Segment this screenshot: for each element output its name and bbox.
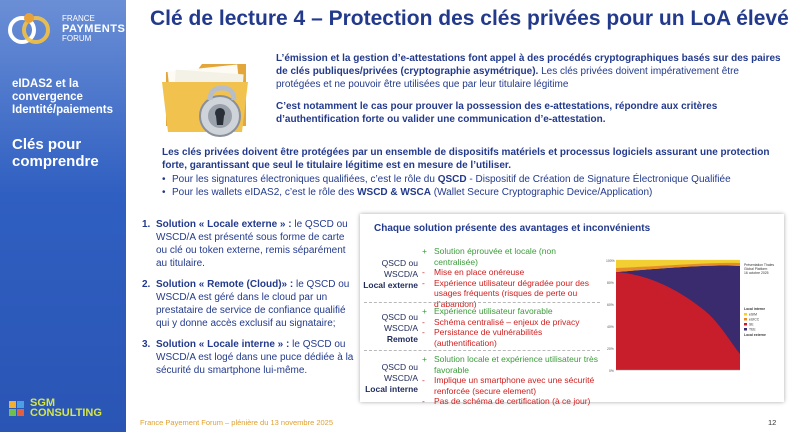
minus-sign: - [422, 316, 425, 327]
keys-bullet-wscd [162, 186, 782, 199]
pro-item [422, 306, 602, 317]
minus-sign: - [422, 396, 425, 406]
svg-text:80%: 80% [607, 281, 614, 285]
con-text: Mise en place onéreuse [434, 267, 525, 277]
panel-title: Chaque solution présente des avantages et inconvénients [374, 223, 651, 234]
intro-paragraph-2: C’est notamment le cas pour prouver la possession des e-attestations, répondre aux critères d’authentification forte ou valider une communication d’e-attestation. [276, 101, 718, 125]
row-divider [364, 302, 600, 303]
plus-sign: + [422, 354, 427, 364]
puzzle-icon [8, 398, 26, 418]
keys-bullet-list [162, 173, 782, 199]
svg-text:40%: 40% [607, 325, 614, 329]
solution-item-2 [142, 278, 358, 330]
svg-text:20%: 20% [607, 347, 614, 351]
footer-text: France Payement Forum – plénière du 13 novembre 2025 [140, 418, 334, 427]
pro-item [422, 354, 602, 375]
comparison-panel [360, 214, 784, 406]
logo-mark-icon [6, 6, 58, 52]
svg-text:Global Platform: Global Platform [744, 267, 768, 271]
solution-number: 2. [142, 279, 151, 290]
row-label-line: WSCD/A [384, 269, 418, 279]
svg-text:0%: 0% [609, 369, 614, 373]
plus-sign: + [422, 306, 427, 316]
bullet-wscd-pre: Pour les wallets eIDAS2, c’est le rôle des [172, 187, 358, 198]
sidebar-subtitle: Clés pour comprendre [12, 136, 99, 170]
row-label-line: QSCD ou [381, 312, 418, 322]
logo-line-1: FRANCE [62, 14, 95, 23]
sgm-consulting-logo [8, 398, 102, 418]
pro-text: Solution locale et expérience utilisateur très favorable [434, 354, 598, 375]
solution-text: le QSCD ou WSCD/A est géré dans le cloud par un prestataire de service de confiance qualifié qui y donne accès exclusif au signataire; [156, 279, 350, 329]
bullet-wscd-post: (Wallet Secure Cryptographic Device/Application) [430, 187, 653, 198]
svg-text:eUICC: eUICC [749, 317, 760, 322]
locked-folder-icon [158, 44, 258, 144]
sgm-line-2: CONSULTING [30, 407, 102, 419]
con-item [422, 396, 602, 407]
solution-item-1 [142, 218, 358, 270]
solution-text: le QSCD ou WSCD/A est logé dans une puce dédiée à la sécurité du smartphone lui-même. [156, 339, 354, 376]
bullet-qscd-bold: QSCD [437, 174, 467, 185]
solution-title: Solution « Remote (Cloud)» : [156, 279, 294, 290]
keys-bullet-qscd [162, 173, 782, 186]
solution-title: Solution « Locale externe » : [156, 219, 292, 230]
slide-title: Clé de lecture 4 – Protection des clés privées pour un LoA élevé [150, 7, 789, 30]
solutions-list [142, 218, 358, 385]
intro-p1-bold: L’émission et la gestion d’e-attestations font appel à des procédés cryptographiques basés sur des paires de clés publiques/privées (cryptographie asymétrique). [276, 53, 781, 77]
france-payments-forum-logo [6, 6, 126, 58]
bullet-wscd-bold: WSCD & WSCA [357, 187, 431, 198]
bullet-qscd-pre: Pour les signatures électroniques qualifiées, c’est le rôle du [172, 174, 438, 185]
sgm-line-1: SGM [30, 397, 56, 409]
con-item [422, 375, 602, 396]
sidebar [0, 0, 126, 432]
intro-text [276, 52, 786, 135]
svg-text:Présentation Thales: Présentation Thales [744, 263, 775, 267]
intro-p1-rest: Les clés privées doivent impérativement être protégées et ne pouvoir être utilisées que par leur titulaire légitime [276, 66, 739, 90]
svg-text:16 octobre 2025: 16 octobre 2025 [744, 271, 769, 275]
solution-text: le QSCD ou WSCD/A est présenté sous forme de carte ou clé ou token externe, remis séparément au titulaire. [156, 219, 348, 269]
row-label-line: WSCD/A [384, 373, 418, 383]
con-text: Expérience utilisateur dégradée pour des usages fréquents (risques de perte ou d’abandon) [434, 277, 589, 309]
con-text: Schéma centralisé – enjeux de privacy [434, 316, 580, 327]
con-item [422, 267, 602, 278]
solution-number: 1. [142, 219, 151, 230]
svg-text:eSIM: eSIM [749, 312, 757, 317]
area-chart-image [604, 250, 780, 396]
private-keys-section [162, 146, 782, 199]
svg-text:SE: SE [749, 322, 754, 327]
con-text: Persistance de vulnérabilités (authentification) [434, 327, 543, 348]
bullet-qscd-post: - Dispositif de Création de Signature Électronique Qualifiée [466, 174, 731, 185]
svg-text:TEE: TEE [749, 327, 756, 332]
minus-sign: - [422, 327, 425, 337]
pro-item [422, 246, 602, 267]
svg-text:Local externe: Local externe [744, 333, 766, 337]
con-item [422, 278, 602, 310]
keys-lead: Les clés privées doivent être protégées par un ensemble de dispositifs matériels et processus logiciels assurant une protection forte, garantissant que seul le titulaire légitime est en mesure de l’utiliser. [162, 147, 770, 171]
pro-text: Solution éprouvée et locale (non centralisée) [434, 246, 556, 267]
solution-title: Solution « Locale interne » : [156, 339, 290, 350]
svg-text:100%: 100% [606, 259, 615, 263]
con-item [422, 327, 602, 348]
row-label-type: Remote [386, 334, 418, 344]
minus-sign: - [422, 277, 425, 288]
row-divider [364, 350, 600, 351]
con-text: Pas de schéma de certification (à ce jour) [434, 396, 591, 406]
page-number: 12 [768, 418, 777, 427]
minus-sign: - [422, 375, 425, 385]
svg-text:Local interne: Local interne [744, 307, 766, 311]
logo-line-2: PAYMENTS [62, 23, 126, 35]
con-item [422, 317, 602, 328]
sidebar-topic: eIDAS2 et la convergence Identité/paiements [12, 78, 113, 116]
pro-text: Expérience utilisateur favorable [434, 306, 553, 316]
solution-item-3 [142, 338, 358, 377]
logo-line-3: FORUM [62, 34, 92, 43]
row-label-line: QSCD ou [381, 258, 418, 268]
row-label-line: WSCD/A [384, 323, 418, 333]
row-label-type: Local externe [363, 280, 418, 290]
row-label-line: QSCD ou [381, 362, 418, 372]
svg-text:60%: 60% [607, 303, 614, 307]
minus-sign: - [422, 267, 425, 277]
plus-sign: + [422, 246, 427, 256]
row-label-type: Local interne [365, 384, 418, 394]
intro-paragraph-1 [276, 52, 786, 91]
con-text: Implique un smartphone avec une sécurité renforcée (secure element) [434, 375, 595, 396]
solution-number: 3. [142, 339, 151, 350]
